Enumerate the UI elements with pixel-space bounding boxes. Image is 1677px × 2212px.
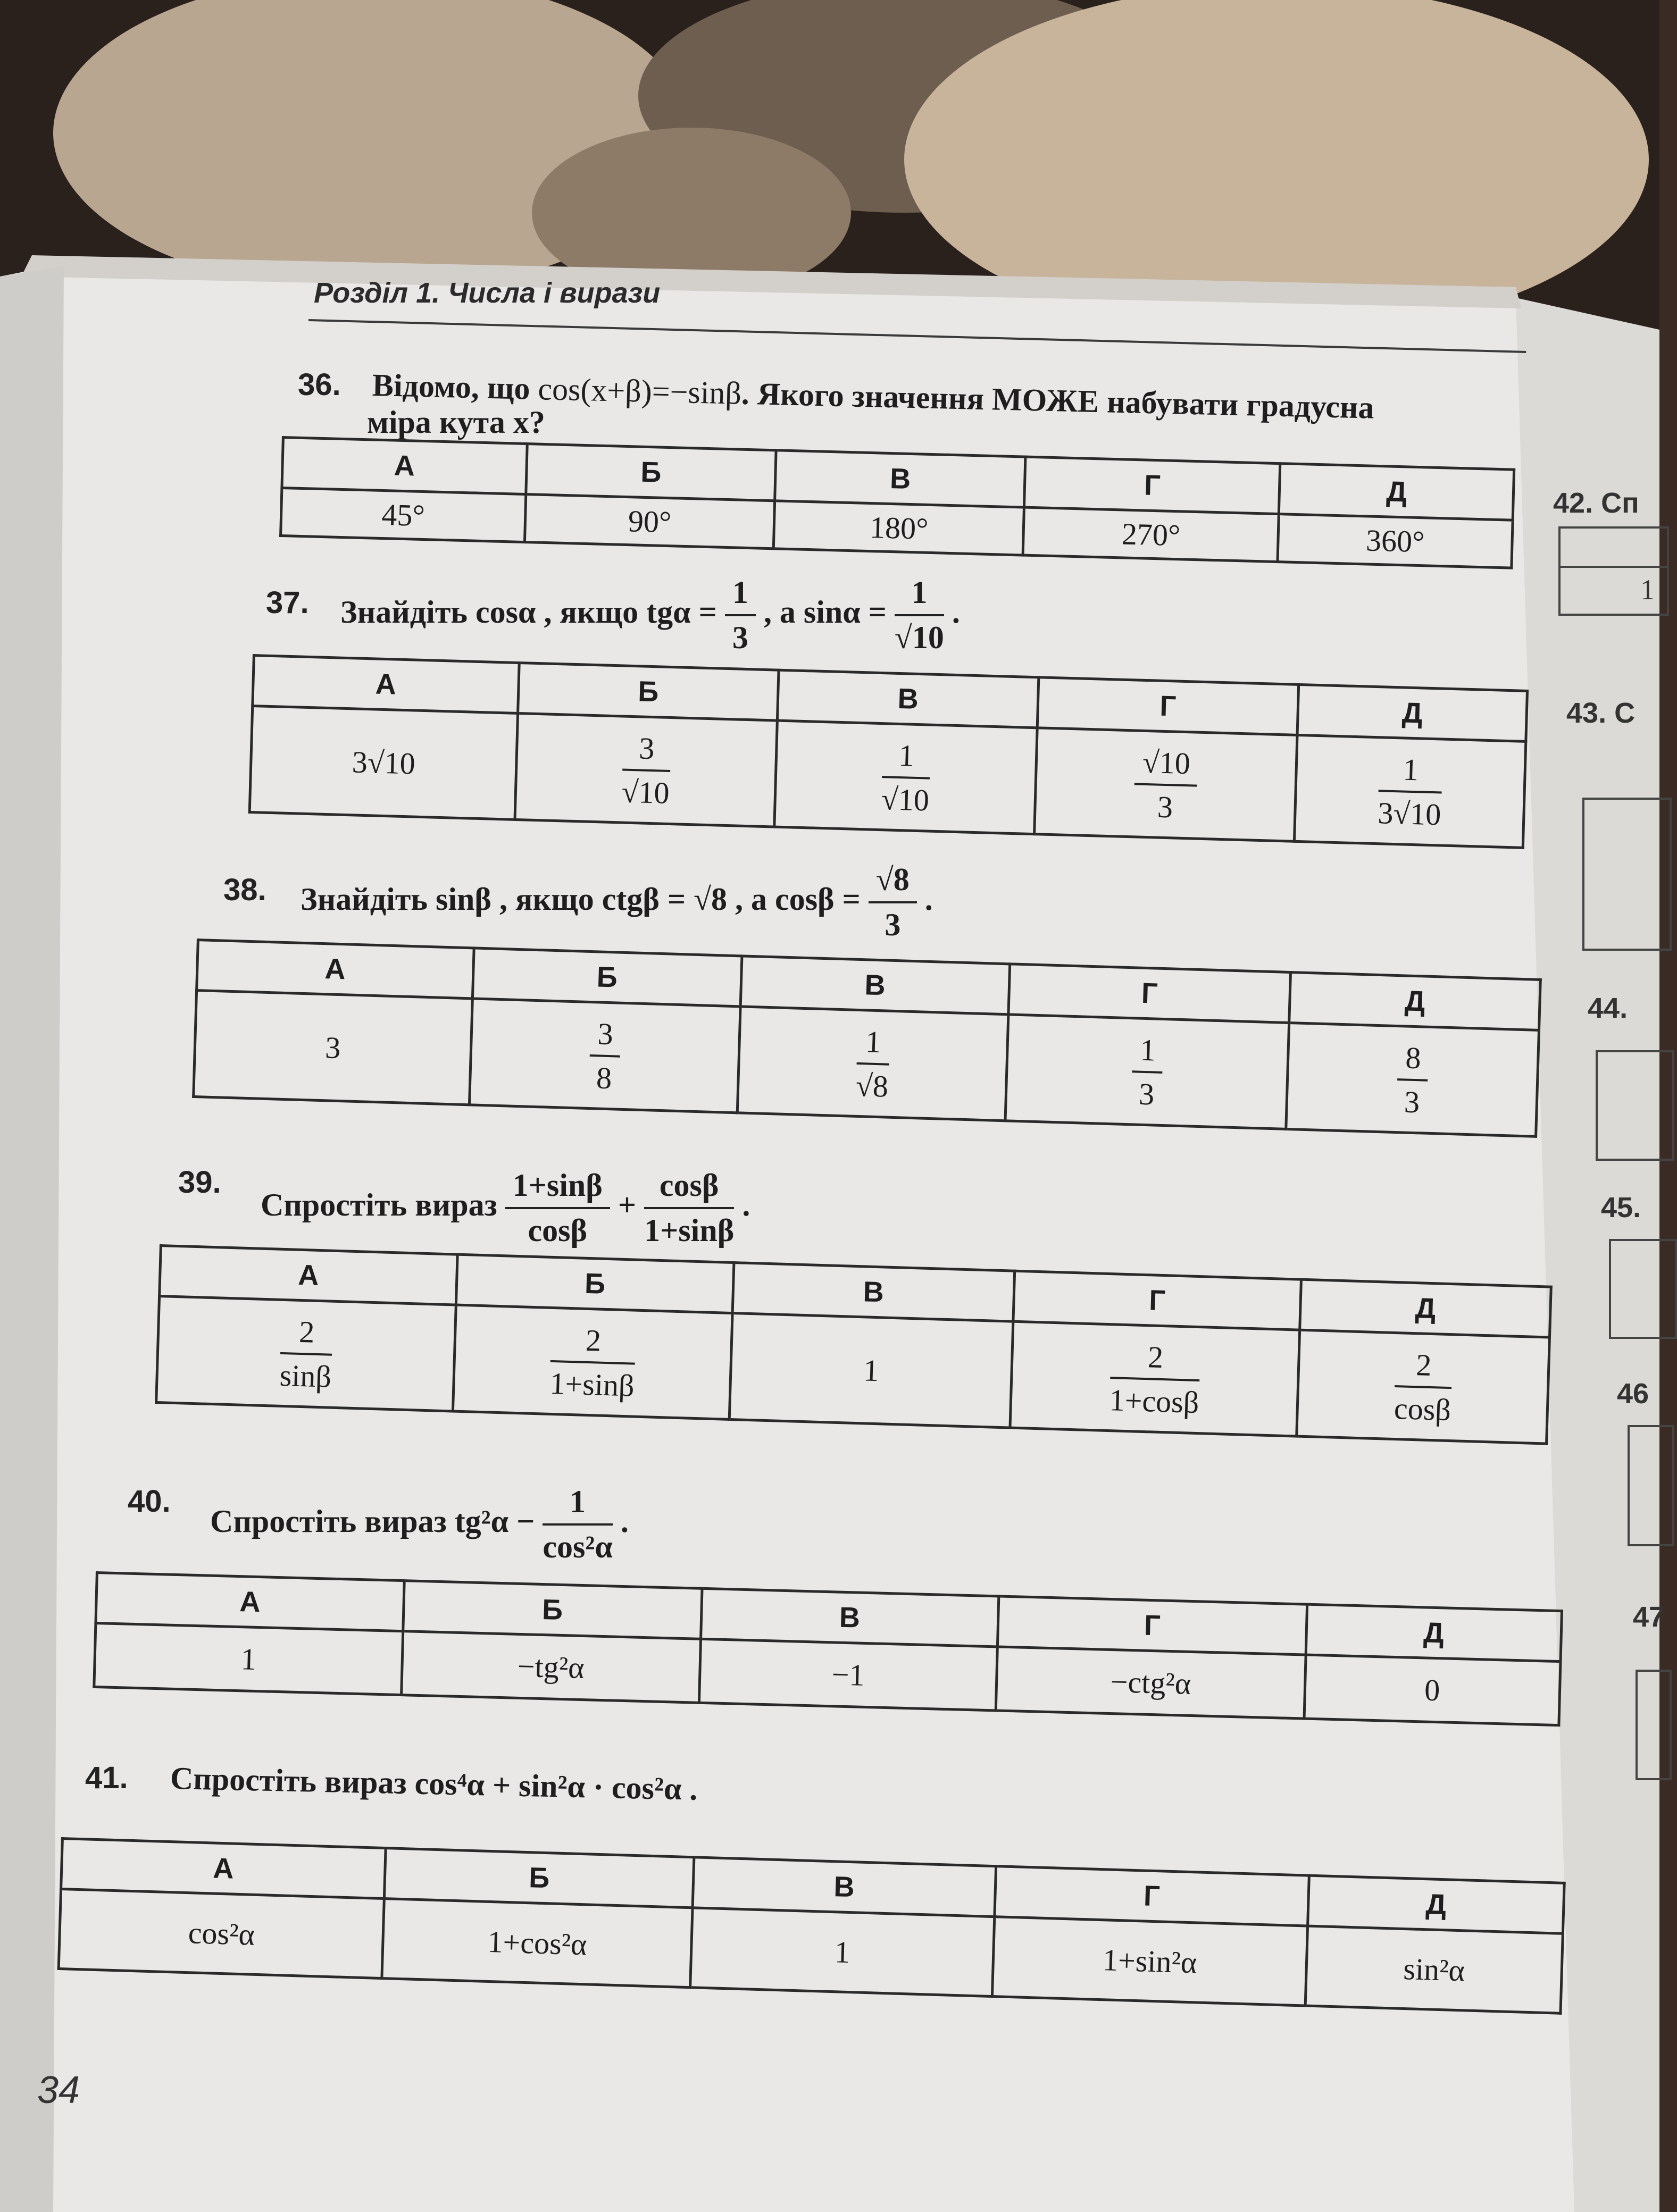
option-label-a: А [282,438,527,495]
option-label-g: Г [1013,1271,1301,1330]
option-value-d: 360° [1278,514,1513,568]
option-value-v: 1 [729,1313,1013,1428]
side-problem-42: 42. Сп [1553,487,1639,519]
problem-text-line2: міра кута x? [367,405,545,440]
problem-number: 40. [128,1484,171,1519]
side-table [1582,798,1672,951]
problem-text: Знайдіть cosα , якщо tgα = $\frac{1}{3}$ , а sinα = $\frac{1}{√10}$ . [340,575,960,655]
side-table [1609,1239,1677,1339]
option-value-g: −ctg²α [996,1647,1305,1719]
option-label-d: Д [1279,464,1514,520]
option-label-a: А [160,1246,458,1305]
fraction: $\frac{\cos\beta}{1+\sin\beta}$ [644,1168,735,1248]
option-label-a: А [253,656,519,714]
option-value-g: $\frac{√10}{3}$ [1034,728,1297,842]
fraction: $\frac{1}{√10}$ [894,575,944,655]
answer-table-39 [155,1244,1553,1445]
side-table [1628,1425,1674,1546]
page-number: 34 [37,2069,80,2112]
fraction: $\frac{√8}{3}$ [869,861,917,943]
option-label-a: А [96,1573,404,1631]
option-value-d: $\frac{2}{\cos\beta}$ [1297,1330,1549,1444]
side-problem-43: 43. С [1566,697,1636,729]
option-label-b: Б [456,1254,734,1313]
answer-table-37 [248,654,1529,849]
problem-text: Знайдіть sinβ , якщо ctgβ = √8 , а cosβ = $\frac{√8}{3}$ . [301,862,933,942]
option-label-v: В [693,1857,996,1917]
option-value-g: 1+sin²α [992,1917,1308,2006]
problem-number: 41. [85,1761,128,1795]
option-value-g: $\frac{2}{1+\cos\beta}$ [1010,1321,1300,1436]
option-value-g: $\frac{1}{3}$ [1005,1015,1289,1129]
problem-text: Спростіть вираз $\frac{1+\sin\beta}{\cos\beta}$ + $\frac{\cos\beta}{1+\sin\beta}$ . [261,1168,750,1248]
option-value-b: 90° [524,495,775,549]
option-value-a: 3 [194,991,472,1105]
option-value-v: $\frac{1}{√10}$ [774,720,1037,834]
option-label-v: В [732,1263,1014,1322]
option-label-a: А [197,940,474,999]
option-label-d: Д [1297,684,1528,741]
problem-text: Спростіть вираз tg²α − $\frac{1}{\text{cos²α}}$ . [210,1484,629,1564]
option-label-v: В [700,1588,999,1647]
problem-text: Відомо, що cos(x+β)=−sinβ. Якого значення МОЖЕ набувати градусна [372,367,1375,425]
header-rule [308,319,1526,353]
option-value-v: $\frac{1}{√8}$ [737,1007,1008,1121]
answer-table-36 [279,436,1515,569]
problem-number: 39. [178,1165,221,1200]
option-label-g: Г [1037,677,1298,735]
option-value-d: sin²α [1305,1926,1563,2013]
problem-number: 38. [223,873,266,907]
option-value-b: $\frac{2}{1+\sin\beta}$ [453,1305,732,1419]
fraction: $\frac{1}{3}$ [725,574,756,656]
side-problem-47: 47 [1633,1601,1665,1633]
option-label-g: Г [1024,457,1280,514]
option-value-a: 3√10 [249,706,518,820]
option-value-d: 0 [1304,1655,1561,1725]
option-value-d: $\frac{8}{3}$ [1286,1023,1539,1137]
option-value-b: $\frac{3}{8}$ [469,999,740,1113]
option-label-v: В [740,956,1010,1015]
problem-number: 37. [266,585,309,620]
section-header: Розділ 1. Числа і вирази [314,277,661,309]
answer-table-41 [57,1837,1566,2015]
option-label-d: Д [1289,973,1540,1030]
option-value-v: −1 [699,1639,998,1711]
option-label-v: В [775,450,1025,507]
problem-text: Спростіть вираз cos⁴α + sin²α · cos²α . [170,1761,698,1807]
option-value-b: 1+cos²α [382,1899,693,1988]
side-problem-46: 46 [1617,1378,1649,1410]
side-table [1596,1050,1674,1161]
option-label-a: А [61,1839,386,1899]
side-problem-45: 45. [1601,1192,1641,1224]
fraction: $\frac{1+\sin\beta}{\cos\beta}$ [505,1167,610,1249]
option-value-a: 1 [94,1623,403,1695]
side-table: 1 [1558,526,1669,616]
option-value-a: 45° [281,488,526,542]
side-problem-44: 44. [1588,992,1628,1024]
option-label-b: Б [472,948,742,1007]
answer-table-40 [93,1571,1563,1727]
option-label-b: Б [526,444,777,501]
option-label-d: Д [1308,1875,1565,1933]
option-label-g: Г [997,1596,1307,1655]
option-value-g: 270° [1023,507,1279,562]
option-label-d: Д [1306,1604,1562,1662]
option-value-v: 180° [774,501,1024,555]
answer-table-38 [192,939,1542,1138]
side-table [1636,1670,1672,1780]
option-label-b: Б [385,1848,694,1908]
option-value-a: cos²α [59,1889,385,1979]
option-label-b: Б [403,1581,702,1639]
fraction: $\frac{1}{\text{cos²α}}$ [543,1484,613,1564]
option-value-b: −tg²α [402,1631,700,1703]
option-label-v: В [778,670,1039,728]
option-value-d: $\frac{1}{3√10}$ [1294,735,1525,848]
option-label-b: Б [518,663,779,720]
option-label-g: Г [1008,964,1291,1023]
option-value-a: $\frac{2}{\sin\beta}$ [156,1296,456,1411]
option-value-b: $\frac{3}{√10}$ [515,713,778,827]
option-label-d: Д [1300,1279,1551,1337]
option-value-v: 1 [690,1908,995,1997]
problem-number: 36. [298,367,341,402]
option-label-g: Г [994,1866,1309,1926]
